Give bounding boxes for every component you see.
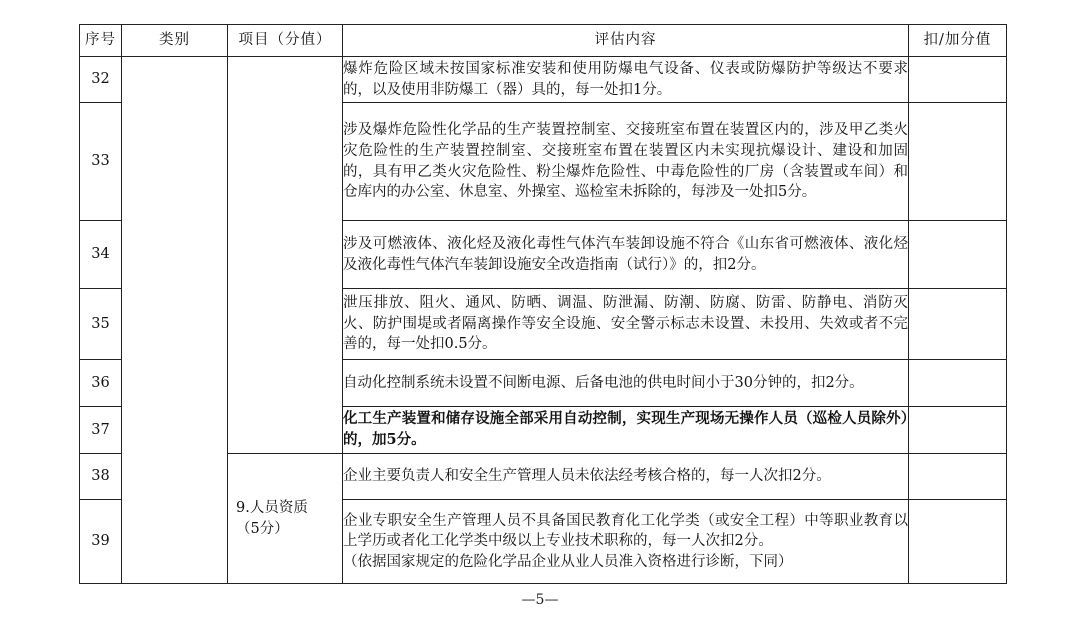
row-content: [343, 500, 909, 584]
row-content: 涉及爆炸危险性化学品的生产装置控制室、交接班室布置在装置区内的，涉及甲乙类火灾危险性的生产装置控制室、交接班室布置在装置区内未实现抗爆设计、建设和加固的，具有甲乙类火灾危险性、粉尘爆炸危险性、中毒危险性的厂房（含装置或车间）和仓库内的办公室、休息室、外操室、巡检室未拆除的，每涉及一处扣5分。: [343, 103, 909, 221]
row-score-cell: [909, 407, 1007, 454]
header-category: 类别: [122, 25, 228, 57]
item-group-cell: [228, 454, 343, 584]
row-number: 37: [80, 407, 122, 454]
assessment-table: [79, 24, 1007, 584]
row-score-cell: [909, 454, 1007, 500]
row-score-cell: [909, 289, 1007, 360]
page-number: —5—: [521, 592, 559, 608]
row-number: 33: [80, 103, 122, 221]
row-number: 38: [80, 454, 122, 500]
table-row: [80, 57, 1007, 103]
row-content: 化工生产装置和储存设施全部采用自动控制，实现生产现场无操作人员（巡检人员除外）的，加5分。: [343, 407, 909, 454]
row-note: （依据国家规定的危险化学品企业从业人员准入资格进行诊断，下同）: [343, 553, 793, 570]
header-item: 项目（分值）: [228, 25, 343, 57]
item-group-name: 9.人员资质: [236, 499, 308, 516]
item-cell-empty: [228, 57, 343, 454]
row-content-text: 企业专职安全生产管理人员不具备国民教育化工化学类（或安全工程）中等职业教育以上学历或者化工化学类中级以上专业技术职称的，每一人次扣2分。: [343, 512, 908, 550]
header-no: 序号: [80, 25, 122, 57]
header-content: 评估内容: [343, 25, 909, 57]
row-score-cell: [909, 103, 1007, 221]
table-header-row: [80, 25, 1007, 57]
row-number: 39: [80, 500, 122, 584]
row-number: 34: [80, 221, 122, 289]
row-number: 32: [80, 57, 122, 103]
row-score-cell: [909, 221, 1007, 289]
row-content: 企业主要负责人和安全生产管理人员未依法经考核合格的，每一人次扣2分。: [343, 454, 909, 500]
row-content: 泄压排放、阻火、通风、防晒、调温、防泄漏、防潮、防腐、防雷、防静电、消防灭火、防护围堤或者隔离操作等安全设施、安全警示标志未设置、未投用、失效或者不完善的，每一处扣0.5分。: [343, 289, 909, 360]
row-number: 36: [80, 360, 122, 407]
row-score-cell: [909, 57, 1007, 103]
row-number: 35: [80, 289, 122, 360]
item-group-score: （5分）: [236, 520, 289, 537]
row-content: 涉及可燃液体、液化烃及液化毒性气体汽车装卸设施不符合《山东省可燃液体、液化烃及液化毒性气体汽车装卸设施安全改造指南（试行）》的，扣2分。: [343, 221, 909, 289]
row-score-cell: [909, 360, 1007, 407]
row-content: 自动化控制系统未设置不间断电源、后备电池的供电时间小于30分钟的，扣2分。: [343, 360, 909, 407]
category-cell: [122, 57, 228, 584]
row-content: 爆炸危险区域未按国家标准安装和使用防爆电气设备、仪表或防爆防护等级达不要求的，以及使用非防爆工（器）具的，每一处扣1分。: [343, 57, 909, 103]
row-score-cell: [909, 500, 1007, 584]
header-score: 扣/加分值: [909, 25, 1007, 57]
